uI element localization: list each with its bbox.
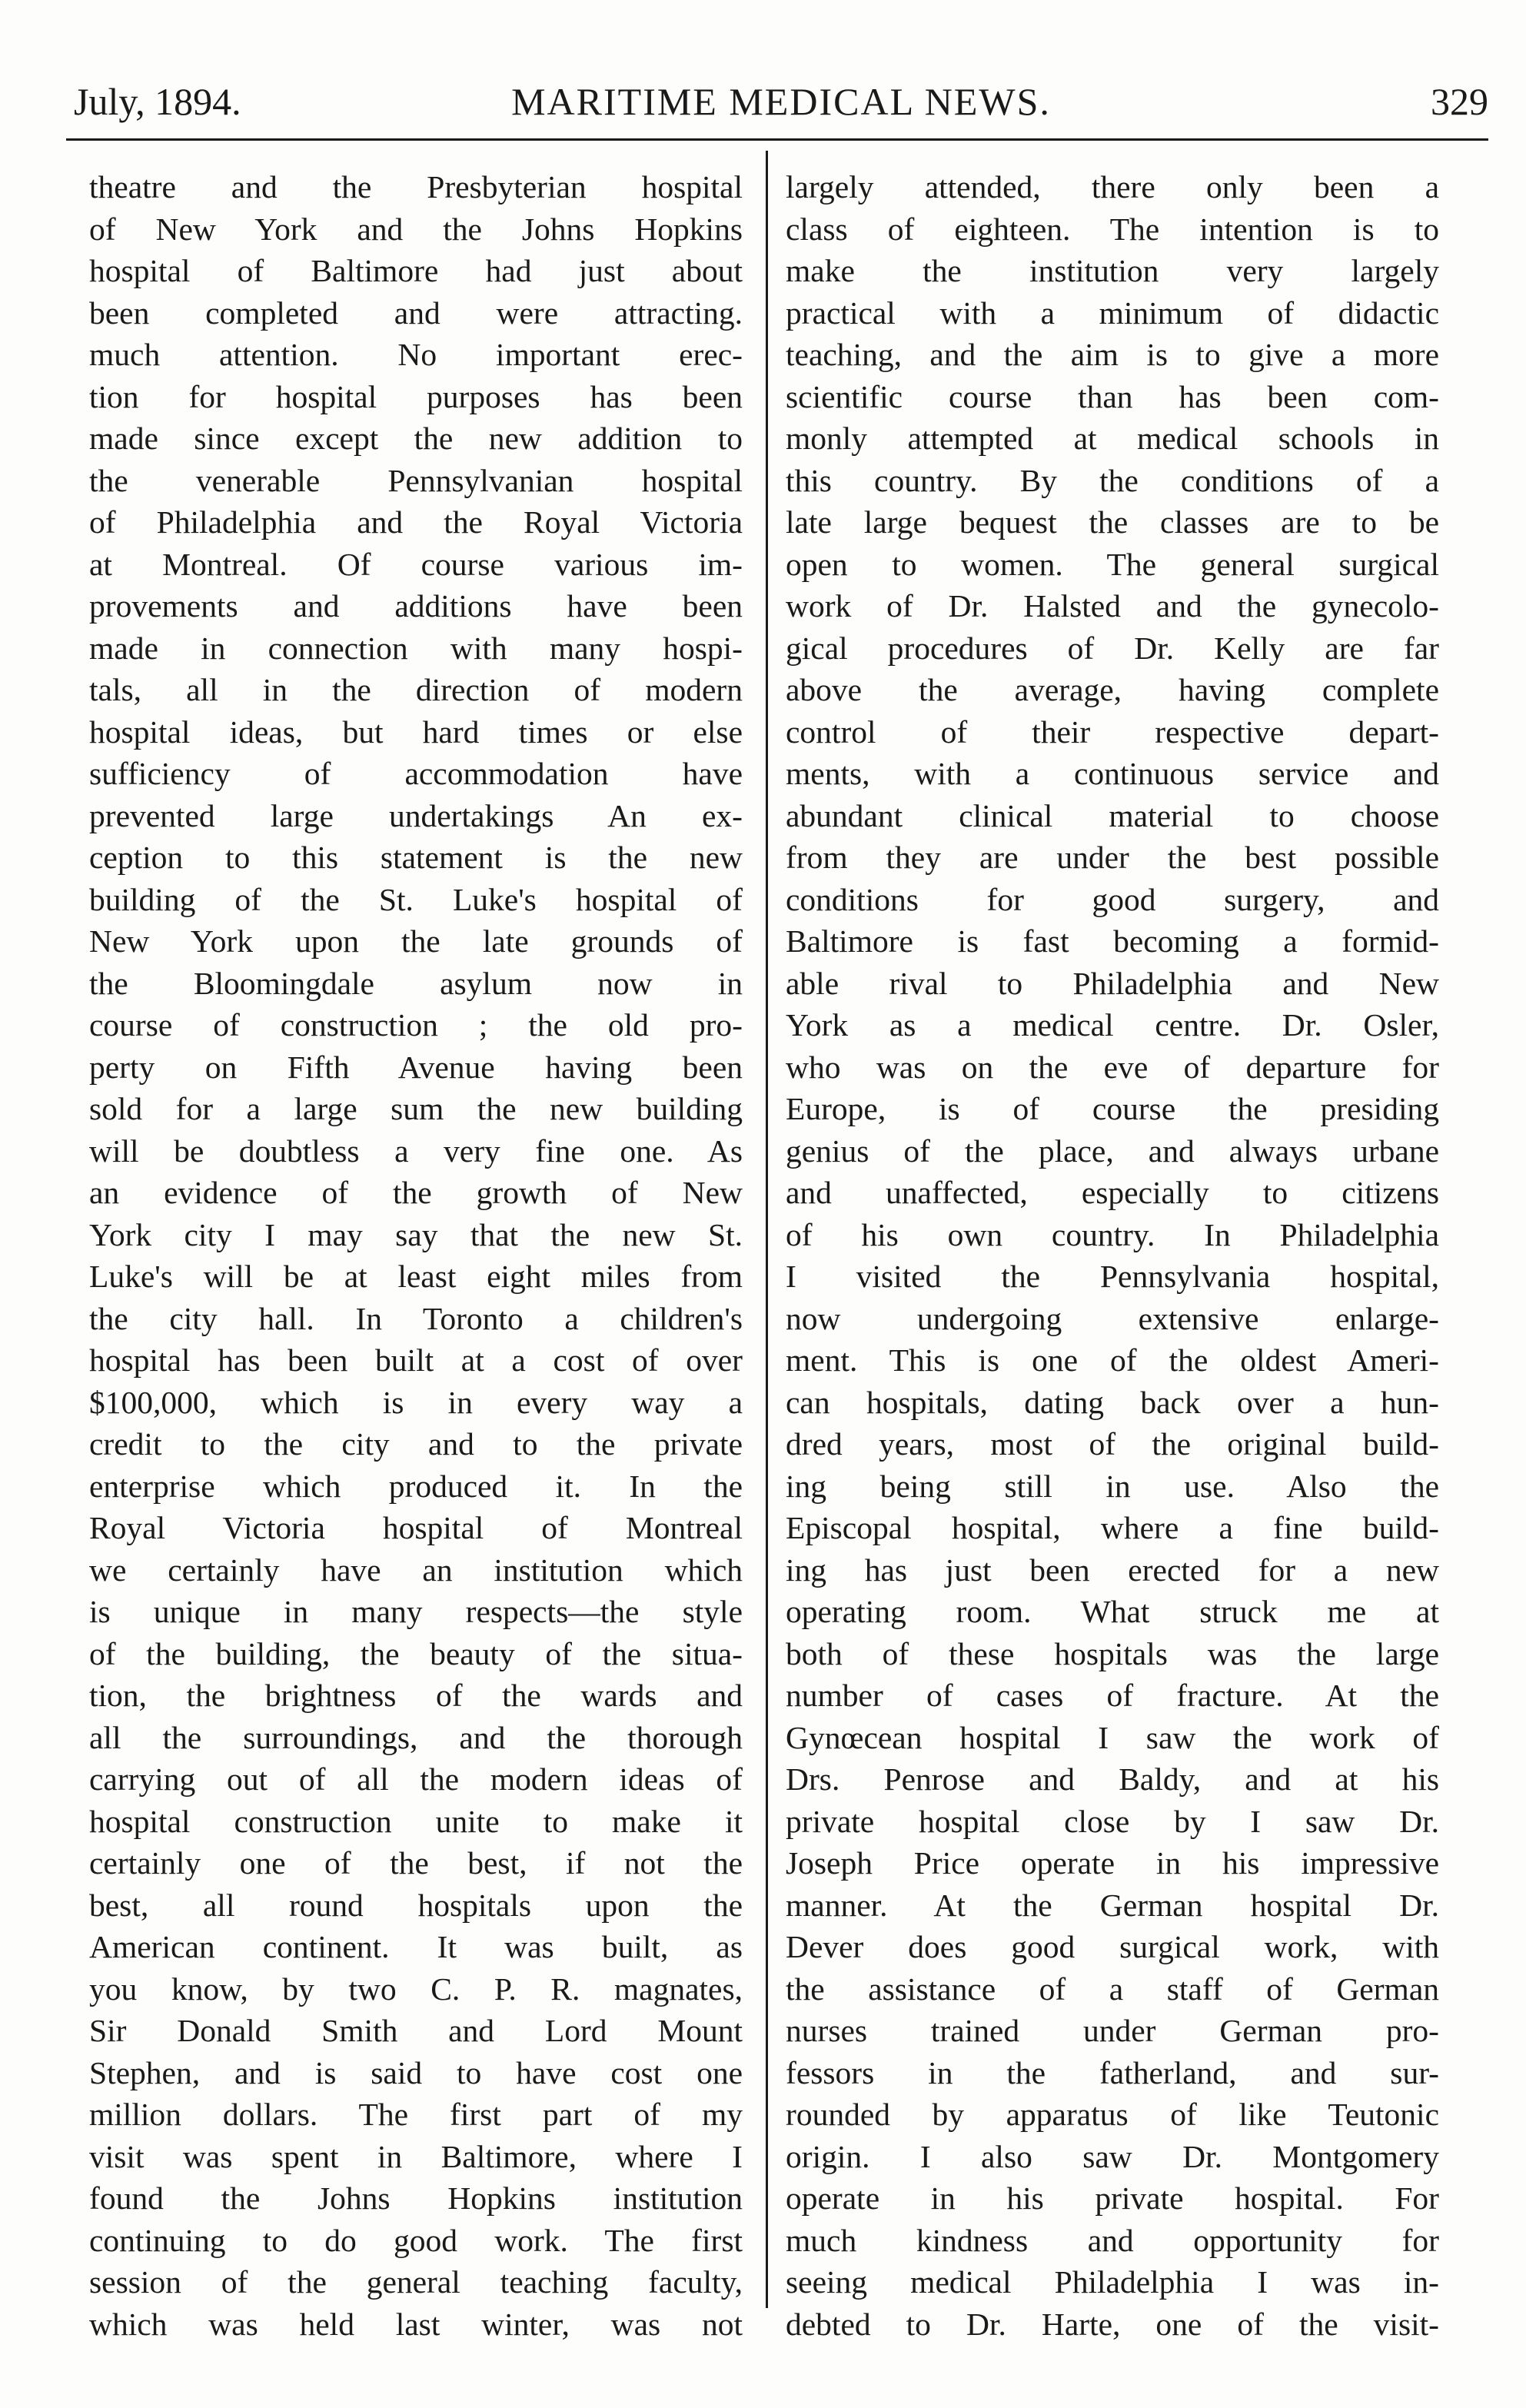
left-column-line: made in connection with many hospi- [89,630,743,666]
right-column-line: Drs. Penrose and Baldy, and at his [786,1761,1439,1797]
column-divider [766,151,768,2308]
right-column-line: able rival to Philadelphia and New [786,965,1439,1001]
left-column [89,166,743,2345]
right-column-line: Joseph Price operate in his impressive [786,1845,1439,1881]
left-column-line: visit was spent in Baltimore, where I [89,2138,743,2174]
left-column-line: Sir Donald Smith and Lord Mount [89,2013,743,2048]
left-column-line: been completed and were attracting. [89,294,743,331]
left-column-line: which was held last winter, was not [89,2306,743,2342]
left-column-line: of New York and the Johns Hopkins [89,211,743,247]
right-column-line: ment. This is one of the oldest Ameri- [786,1342,1439,1378]
right-column-line: ing being still in use. Also the [786,1468,1439,1504]
right-column-line: conditions for good surgery, and [786,881,1439,917]
right-column-line: Baltimore is fast becoming a formid- [786,923,1439,959]
right-column-line: operating room. What struck me at [786,1594,1439,1629]
right-column-line: and unaffected, especially to citizens [786,1175,1439,1210]
left-column-line: course of construction ; the old pro- [89,1007,743,1043]
left-column-line: is unique in many respects—the style [89,1594,743,1629]
left-column-line: provements and additions have been [89,588,743,624]
right-column-line: ing has just been erected for a new [786,1552,1439,1588]
left-column-line: perty on Fifth Avenue having been [89,1049,743,1085]
header-rule [66,138,1488,141]
left-column-line: Royal Victoria hospital of Montreal [89,1510,743,1545]
right-column-line: debted to Dr. Harte, one of the visit- [786,2306,1439,2342]
right-column [786,166,1439,2345]
left-column-line: continuing to do good work. The first [89,2222,743,2258]
right-column-line: number of cases of fracture. At the [786,1678,1439,1713]
right-column-line: above the average, having complete [786,672,1439,707]
right-column-line: Europe, is of course the presiding [786,1091,1439,1126]
left-column-line: ception to this statement is the new [89,840,743,875]
left-column-line: you know, by two C. P. R. magnates, [89,1971,743,2007]
left-column-line: made since except the new addition to [89,421,743,456]
right-column-line: nurses trained under German pro- [786,2013,1439,2048]
left-column-line: building of the St. Luke's hospital of [89,881,743,917]
left-column-line: carrying out of all the modern ideas of [89,1761,743,1797]
right-column-line: who was on the eve of departure for [786,1049,1439,1085]
left-column-line: we certainly have an institution which [89,1552,743,1588]
left-column-line: Luke's will be at least eight miles from [89,1259,743,1294]
left-column-line: sufficiency of accommodation have [89,756,743,791]
right-column-line: practical with a minimum of didactic [786,294,1439,331]
right-column-line: monly attempted at medical schools in [786,421,1439,456]
right-column-line: I visited the Pennsylvania hospital, [786,1259,1439,1294]
left-column-line: hospital of Baltimore had just about [89,253,743,288]
right-column-line: both of these hospitals was the large [786,1635,1439,1671]
right-column-line: late large bequest the classes are to be [786,504,1439,540]
left-column-line: York city I may say that the new St. [89,1216,743,1252]
left-column-line: of Philadelphia and the Royal Victoria [89,504,743,540]
left-column-line: hospital has been built at a cost of over [89,1342,743,1378]
left-column-line: hospital construction unite to make it [89,1803,743,1839]
left-column-line: at Montreal. Of course various im- [89,546,743,582]
right-column-line: of his own country. In Philadelphia [786,1216,1439,1252]
left-column-line: tion for hospital purposes has been [89,378,743,414]
left-column-line: all the surroundings, and the thorough [89,1719,743,1755]
left-column-line: much attention. No important erec- [89,337,743,372]
right-column-line: largely attended, there only been a [786,169,1439,205]
left-column-line: certainly one of the best, if not the [89,1845,743,1881]
running-header [74,71,1488,132]
right-column-line: teaching, and the aim is to give a more [786,337,1439,372]
header-date: July, 1894. [74,80,241,123]
right-column-line: now undergoing extensive enlarge- [786,1300,1439,1336]
left-column-line: theatre and the Presbyterian hospital [89,169,743,205]
left-column-line: the city hall. In Toronto a children's [89,1300,743,1336]
left-column-line: enterprise which produced it. In the [89,1468,743,1504]
right-column-line: Dever does good surgical work, with [786,1929,1439,1964]
right-column-line: gical procedures of Dr. Kelly are far [786,630,1439,666]
left-column-line: sold for a large sum the new building [89,1091,743,1126]
left-column-line: million dollars. The first part of my [89,2097,743,2132]
right-column-line: operate in his private hospital. For [786,2180,1439,2216]
right-column-line: seeing medical Philadelphia I was in- [786,2264,1439,2300]
left-column-line: found the Johns Hopkins institution [89,2180,743,2216]
right-column-line: make the institution very largely [786,253,1439,288]
right-column-line: work of Dr. Halsted and the gynecolo- [786,588,1439,624]
left-column-line: Stephen, and is said to have cost one [89,2054,743,2090]
left-column-line: tals, all in the direction of modern [89,672,743,707]
right-column-line: Episcopal hospital, where a fine build- [786,1510,1439,1545]
right-column-line: this country. By the conditions of a [786,462,1439,498]
journal-title: MARITIME MEDICAL NEWS. [511,80,1051,123]
right-column-line: open to women. The general surgical [786,546,1439,582]
left-column-line: will be doubtless a very fine one. As [89,1132,743,1169]
left-column-line: American continent. It was built, as [89,1929,743,1964]
right-column-line: scientific course than has been com- [786,378,1439,414]
right-column-line: fessors in the fatherland, and sur- [786,2054,1439,2090]
right-column-line: from they are under the best possible [786,840,1439,875]
left-column-line: credit to the city and to the private [89,1426,743,1462]
right-column-line: York as a medical centre. Dr. Osler, [786,1007,1439,1043]
left-column-line: prevented large undertakings An ex- [89,797,743,833]
left-column-line: tion, the brightness of the wards and [89,1678,743,1713]
right-column-line: class of eighteen. The intention is to [786,211,1439,247]
left-column-line: best, all round hospitals upon the [89,1887,743,1923]
right-column-line: dred years, most of the original build- [786,1426,1439,1462]
right-column-line: much kindness and opportunity for [786,2222,1439,2258]
left-column-line: session of the general teaching faculty, [89,2264,743,2300]
page-number: 329 [1431,80,1488,123]
left-column-line: the Bloomingdale asylum now in [89,965,743,1001]
left-column-line: $100,000, which is in every way a [89,1384,743,1420]
right-column-line: genius of the place, and always urbane [786,1132,1439,1169]
right-column-line: ments, with a continuous service and [786,756,1439,791]
right-column-line: can hospitals, dating back over a hun- [786,1384,1439,1420]
right-column-line: the assistance of a staff of German [786,1971,1439,2007]
right-column-line: private hospital close by I saw Dr. [786,1803,1439,1839]
right-column-line: control of their respective depart- [786,713,1439,750]
right-column-line: manner. At the German hospital Dr. [786,1887,1439,1923]
right-column-line: rounded by apparatus of like Teutonic [786,2097,1439,2132]
right-column-line: Gynœcean hospital I saw the work of [786,1719,1439,1755]
left-column-line: the venerable Pennsylvanian hospital [89,462,743,498]
right-column-line: abundant clinical material to choose [786,797,1439,833]
left-column-line: an evidence of the growth of New [89,1175,743,1210]
left-column-line: of the building, the beauty of the situa- [89,1635,743,1671]
left-column-line: New York upon the late grounds of [89,923,743,959]
right-column-line: origin. I also saw Dr. Montgomery [786,2138,1439,2174]
left-column-line: hospital ideas, but hard times or else [89,713,743,750]
